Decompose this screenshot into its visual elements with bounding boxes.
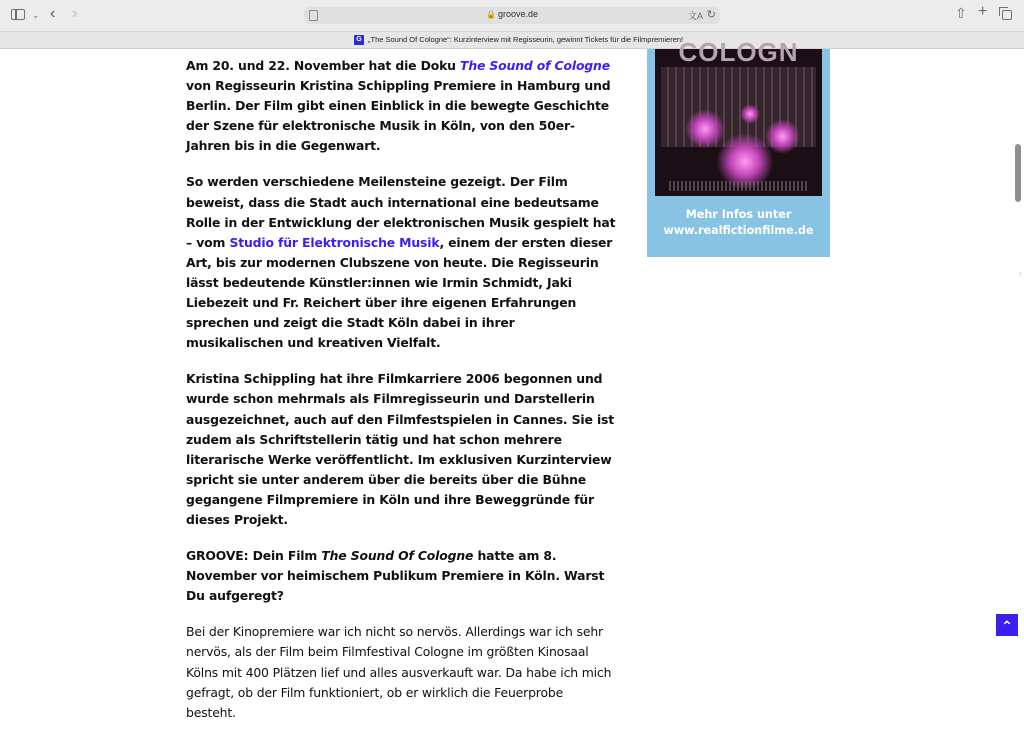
chevron-left-icon: ‹: [1019, 268, 1022, 278]
scrollbar-thumb[interactable]: [1015, 144, 1021, 202]
article-body: [186, 56, 616, 739]
scroll-top-button[interactable]: [996, 614, 1018, 636]
lock-icon: 🔒: [486, 10, 496, 19]
chevron-up-icon: ⌃: [1001, 618, 1013, 634]
favicon: G: [354, 35, 364, 45]
reload-icon[interactable]: ↻: [706, 9, 716, 21]
sidebar-icon[interactable]: [11, 9, 25, 20]
share-icon[interactable]: ⇧: [955, 5, 967, 21]
interview-question: GROOVE: Dein Film The Sound Of Cologne hatte am 8. November vor heimischem Publikum Premiere in Köln. Warst Du aufgeregt?: [186, 548, 605, 604]
forward-icon[interactable]: ›: [72, 5, 78, 22]
paragraph-intro: Am 20. und 22. November hat die Doku The Sound of Cologne von Regisseurin Kristina Schippling Premiere in Hamburg und Berlin. Der Film gibt einen Einblick in die bewegte Geschichte der Szene für elektronische Musik in Köln, von den 50er-Jahren bis in die Gegenwart.: [186, 58, 611, 154]
sidebar-ad[interactable]: [647, 37, 830, 257]
film-title-link[interactable]: The Sound of Cologne: [460, 58, 610, 73]
browser-toolbar: [0, 0, 1024, 31]
ad-line-2: www.realfictionfilme.de: [663, 224, 814, 237]
studio-link[interactable]: Studio für Elektronische Musik: [229, 234, 440, 250]
tab-title[interactable]: „The Sound Of Cologne“: Kurzinterview mit Regisseurin, gewinnt Tickets für die Filmpremieren!: [368, 35, 684, 44]
poster-logo: COLOGN: [678, 37, 799, 67]
interview-answer: Bei der Kinopremiere war ich nicht so nervös. Allerdings war ich sehr nervös, als der Film beim Filmfestival Cologne im größten Kinosaal Kölns mit 400 Plätzen lief und alles ausverkauft war. Da habe ich mich gefragt, ob der Film funktioniert, ob er wirklich die Feuerprobe besteht.: [186, 624, 612, 720]
paragraph-milestones: So werden verschiedene Meilensteine gezeigt. Der Film beweist, dass die Stadt auch international eine bedeutsame Rolle in der Entwicklung der elektronischen Musik gespielt hat – vom Studio für Elektronische Musik, einem der ersten dieser Art, bis zur modernen Clubszene von heute. Die Regisseurin lässt bedeutende Künstler:innen wie Irmin Schmidt, Jaki Liebezeit und Fr. Reichert über ihre eigenen Erfahrungen sprechen und zeigt die Stadt Köln dabei in ihrer musikalischen und kreativen Vielfalt.: [186, 174, 616, 351]
plus-icon[interactable]: +: [978, 3, 988, 20]
address-url[interactable]: groove.de: [497, 9, 538, 19]
ad-text[interactable]: [647, 207, 830, 239]
ad-line-1: Mehr Infos unter: [685, 208, 792, 221]
address-bar[interactable]: [304, 7, 720, 24]
tab-bar: [0, 31, 1024, 49]
back-icon[interactable]: ‹: [50, 5, 56, 22]
translate-icon[interactable]: 文A: [687, 11, 703, 21]
poster-credits: [669, 181, 808, 191]
paragraph-director: Kristina Schippling hat ihre Filmkarriere 2006 begonnen und wurde schon mehrmals als Filmregisseurin und Darstellerin ausgezeichnet, auch auf den Filmfestspielen in Cannes. Sie ist zudem als Schriftstellerin tätig und hat schon mehrere literarische Werke veröffentlicht. Im exklusiven Kurzinterview spricht sie unter anderem über die bereits über die Bühne gegangene Filmpremiere in Köln und ihre Beweggründe für dieses Projekt.: [186, 371, 615, 527]
chevron-down-icon[interactable]: ⌄: [32, 10, 40, 20]
film-poster-image[interactable]: [655, 37, 822, 196]
tabs-icon[interactable]: [1002, 10, 1012, 20]
address-url-container: [304, 9, 720, 19]
